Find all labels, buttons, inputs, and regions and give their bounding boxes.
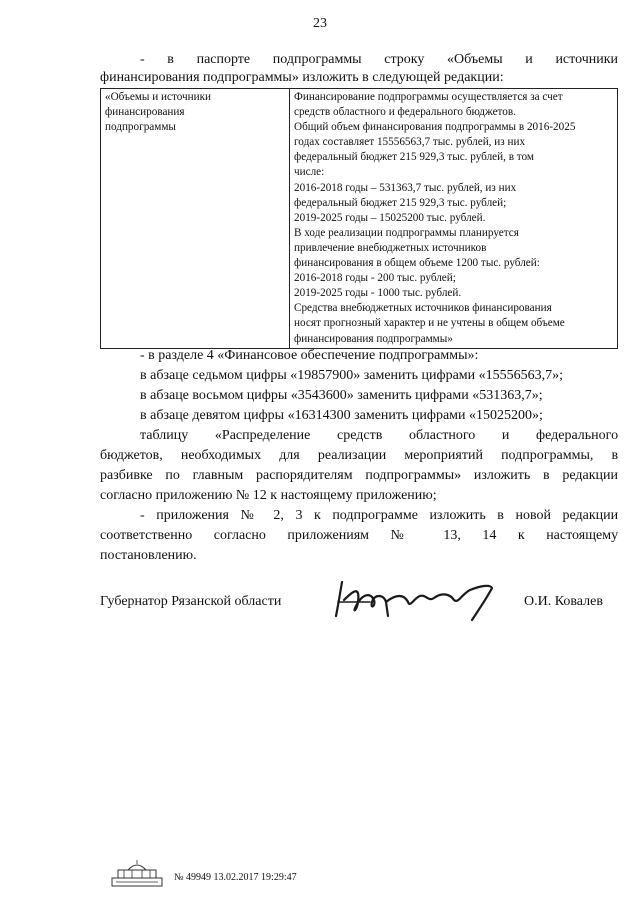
- paragraph-ninth-abzac: в абзаце девятом цифры «16314300 заменить цифрами «15025200»;: [140, 408, 543, 423]
- word: соответственно: [100, 528, 193, 543]
- word: приложениям: [287, 528, 370, 543]
- paragraph-seventh-abzac: в абзаце седьмом цифры «19857900» заменить цифрами «15556563,7»;: [140, 368, 564, 383]
- word: -: [140, 508, 145, 523]
- word: разбивке: [100, 468, 153, 483]
- word: мероприятий: [404, 448, 483, 463]
- table-content-line: 2019-2025 годы – 15025200 тыс. рублей.: [294, 211, 486, 224]
- table-content-line: 2019-2025 годы - 1000 тыс. рублей.: [294, 287, 462, 300]
- word: средств: [337, 428, 383, 443]
- word: для: [279, 448, 300, 463]
- registration-number: № 49949 13.02.2017 19:29:47: [174, 872, 297, 883]
- table-content-line: привлечение внебюджетных источников: [294, 241, 487, 254]
- paragraph-appendix-line-1: [140, 508, 618, 524]
- word: подпрограммы: [272, 52, 362, 67]
- word: изложить: [473, 468, 531, 483]
- word: и: [525, 52, 533, 67]
- word: настоящему: [546, 528, 619, 543]
- paragraph-eighth-abzac: в абзаце восьмом цифры «3543600» заменить цифрами «531363,7»;: [140, 388, 543, 403]
- intro-line-1: [140, 52, 618, 68]
- table-content-line: федеральный бюджет 215 929,3 тыс. рублей;: [294, 196, 507, 209]
- signatory-name: О.И. Ковалев: [524, 594, 603, 609]
- financing-table: [100, 88, 618, 349]
- page-number: 23: [313, 16, 327, 31]
- paragraph-table-line-2: [100, 448, 618, 464]
- table-label-line: финансирования: [105, 106, 185, 119]
- handwritten-signature: [330, 572, 500, 624]
- table-content-line: 2016-2018 годы – 531363,7 тыс. рублей, из них: [294, 181, 517, 194]
- table-content-line: числе:: [294, 166, 325, 179]
- word: в: [497, 508, 504, 523]
- word: в: [542, 468, 550, 483]
- table-content-line: средств областного и федерального бюджетов.: [294, 106, 516, 119]
- paragraph-table-line-3: [100, 468, 618, 484]
- word: таблицу: [140, 428, 189, 443]
- word: «Объемы: [447, 52, 503, 67]
- word: реализации: [317, 448, 387, 463]
- word: 14: [482, 528, 497, 543]
- word: 2,: [273, 508, 284, 523]
- word: «Распределение: [214, 428, 311, 443]
- table-content-line: Общий объем финансирования подпрограммы в 2016-2025: [294, 121, 576, 134]
- word: и: [501, 428, 510, 443]
- table-content-line: В ходе реализации подпрограммы планируется: [294, 226, 519, 239]
- paragraph-table-line-4: согласно приложению № 12 к настоящему приложению;: [100, 488, 437, 503]
- table-cell-label: [101, 89, 290, 349]
- registry-stamp-icon: [108, 858, 166, 888]
- table-content-line: федеральный бюджет 215 929,3 тыс. рублей, в том: [294, 151, 534, 164]
- word: новой: [515, 508, 551, 523]
- intro-line-2: финансирования подпрограммы» изложить в следующей редакции:: [100, 70, 504, 85]
- word: главным: [192, 468, 244, 483]
- table-content-line: финансирования подпрограммы»: [294, 332, 453, 345]
- table-content-line: носят прогнозный характер и не учтены в общем объеме: [294, 317, 565, 330]
- word: по: [165, 468, 180, 483]
- word: изложить: [429, 508, 486, 523]
- paragraph-appendix-line-3: постановлению.: [100, 548, 197, 563]
- word: - в: [140, 52, 174, 67]
- word: 3: [295, 508, 303, 523]
- table-content-line: годах составляет 15556563,7 тыс. рублей, из них: [294, 136, 526, 149]
- word: №: [240, 508, 262, 523]
- word: №: [390, 528, 422, 543]
- word: редакции: [562, 508, 619, 523]
- word: федерального: [536, 428, 619, 443]
- word: источники: [555, 52, 619, 67]
- word: бюджетов,: [100, 448, 163, 463]
- table-label-line: «Объемы и источники: [105, 91, 212, 103]
- table-content-line: Финансирование подпрограммы осуществляется за счет: [294, 91, 563, 103]
- word: к: [517, 528, 525, 543]
- word: согласно: [213, 528, 266, 543]
- word: подпрограммы»: [365, 468, 462, 483]
- word: распорядителям: [256, 468, 353, 483]
- paragraph-section-4: - в разделе 4 «Финансовое обеспечение подпрограммы»:: [140, 348, 479, 363]
- word: областного: [409, 428, 476, 443]
- table-content-line: Средства внебюджетных источников финансирования: [294, 302, 552, 315]
- signatory-title: Губернатор Рязанской области: [100, 594, 282, 609]
- word: подпрограммы,: [501, 448, 594, 463]
- table-content-line: 2016-2018 годы - 200 тыс. рублей;: [294, 272, 456, 285]
- paragraph-appendix-line-2: [100, 528, 618, 544]
- word: строку: [384, 52, 425, 67]
- table-label-line: подпрограммы: [105, 121, 176, 134]
- word: к: [313, 508, 321, 523]
- word: приложения: [156, 508, 229, 523]
- word: 13,: [443, 528, 461, 543]
- table-row: [101, 89, 618, 349]
- word: подпрограмме: [332, 508, 418, 523]
- word: в: [611, 448, 619, 463]
- paragraph-table-line-1: [140, 428, 618, 444]
- word: паспорте: [196, 52, 251, 67]
- word: редакции: [562, 468, 618, 483]
- word: необходимых: [180, 448, 262, 463]
- table-cell-content: [290, 89, 618, 349]
- table-content-line: финансирования в общем объеме 1200 тыс. рублей:: [294, 257, 540, 270]
